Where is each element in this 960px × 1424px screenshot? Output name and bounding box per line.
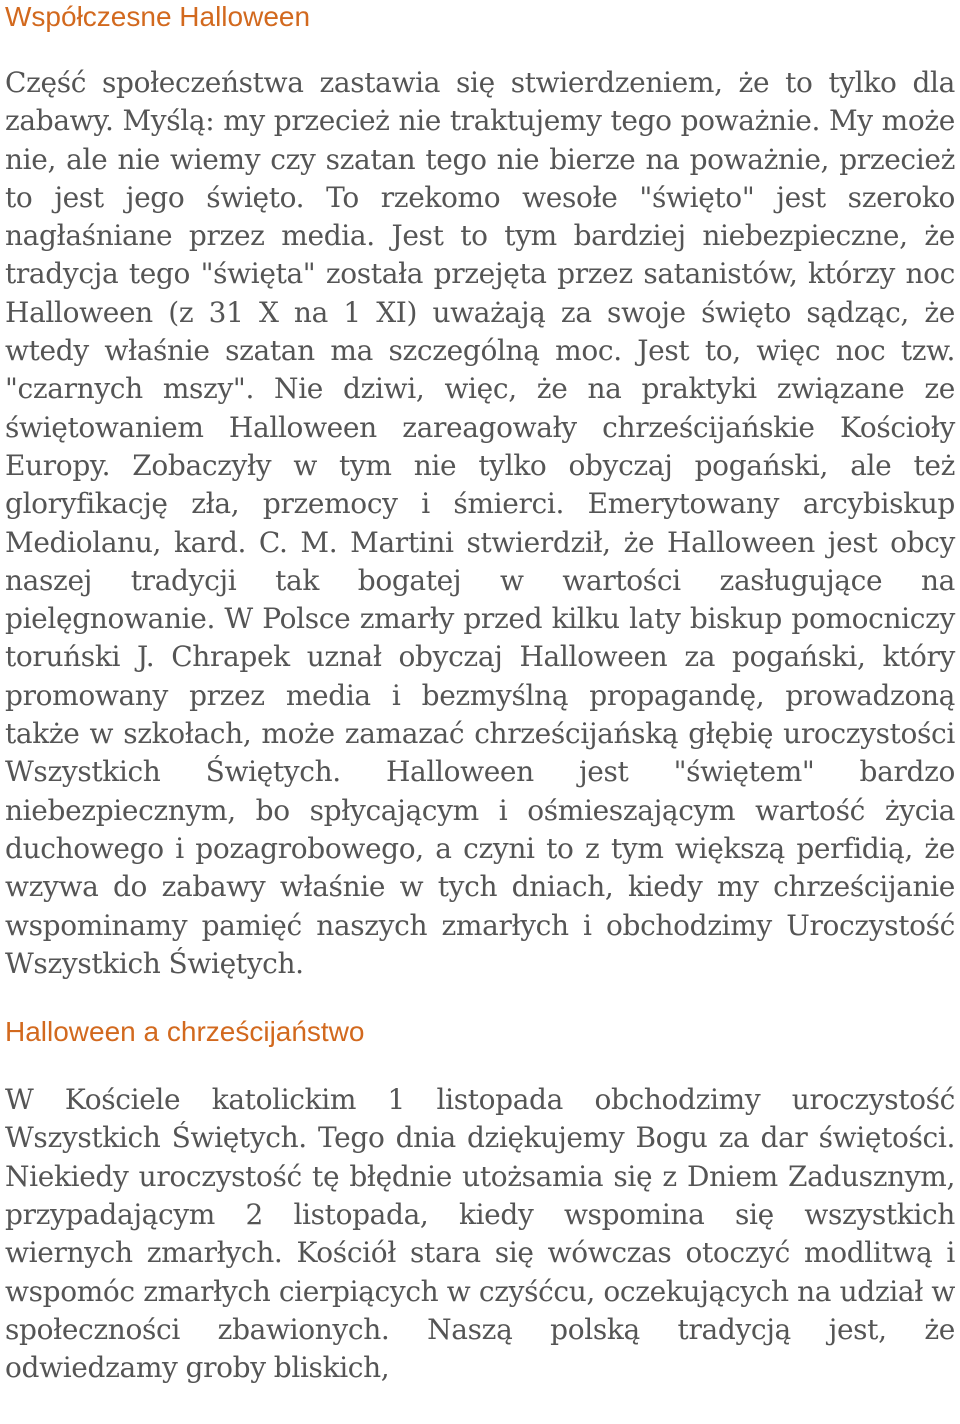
section-heading-halloween-christianity: Halloween a chrześcijaństwo <box>5 1016 365 1048</box>
section-paragraph-modern-halloween: Część społeczeństwa zastawia się stwierdzeniem, że to tylko dla zabawy. Myślą: my przecież nie traktujemy tego poważnie. My może nie, ale nie wiemy czy szatan tego nie bierze na poważnie, przecież to jest jego święto. To rzekomo wesołe "święto" jest szeroko nagłaśniane przez media. Jest to tym bardziej niebezpieczne, że tradycja tego "święta" została przejęta przez satanistów, którzy noc Halloween (z 31 X na 1 XI) uważają za swoje święto sądząc, że wtedy właśnie szatan ma szczególną moc. Jest to, więc noc tzw. "czarnych mszy". Nie dziwi, więc, że na praktyki związane ze świętowaniem Halloween zareagowały chrześcijańskie Kościoły Europy. Zobaczyły w tym nie tylko obyczaj pogański, ale też gloryfikację zła, przemocy i śmierci. Emerytowany arcybiskup Mediolanu, kard. C. M. Martini stwierdził, że Halloween jest obcy naszej tradycji tak bogatej w wartości zasługujące na pielęgnowanie. W Polsce zmarły przed kilku laty biskup pomocniczy toruński J. Chrapek uznał obyczaj Halloween za pogański, który promowany przez media i bezmyślną propagandę, prowadzoną także w szkołach, może zamazać chrześcijańską głębię uroczystości Wszystkich Świętych. Halloween jest "świętem" bardzo niebezpiecznym, bo spłycającym i ośmieszającym wartość życia duchowego i pozagrobowego, a czyni to z tym większą perfidią, że wzywa do zabawy właśnie w tych dniach, kiedy my chrześcijanie wspominamy pamięć naszych zmarłych i obchodzimy Uroczystość Wszystkich Świętych. <box>5 66 955 980</box>
section-paragraph-halloween-christianity: W Kościele katolickim 1 listopada obchodzimy uroczystość Wszystkich Świętych. Tego dnia dziękujemy Bogu za dar świętości. Niekiedy uroczystość tę błędnie utożsamia się z Dniem Zadusznym, przypadającym 2 listopada, kiedy wspomina się wszystkich wiernych zmarłych. Kościół stara się wówczas otoczyć modlitwą i wspomóc zmarłych cierpiących w czyśćcu, oczekujących na udział w społeczności zbawionych. Naszą polską tradycją jest, że odwiedzamy groby bliskich, <box>5 1083 955 1385</box>
section-heading-modern-halloween: Współczesne Halloween <box>5 1 311 32</box>
